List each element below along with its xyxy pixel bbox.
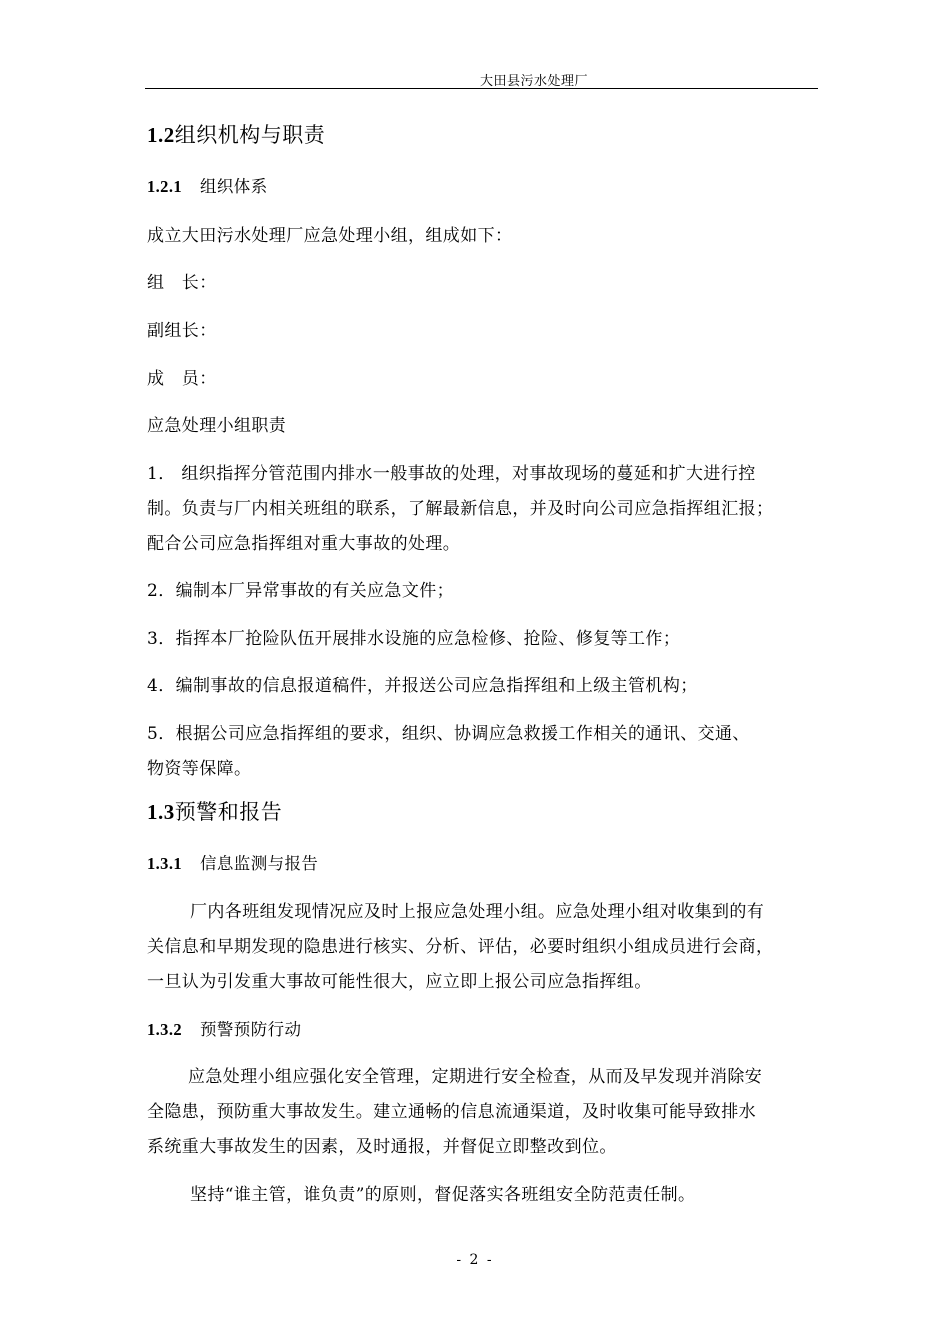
section-title: 组织机构与职责 [174,123,326,147]
paragraph-line: 4．编制事故的信息报道稿件，并报送公司应急指挥组和上级主管机构； [147,676,698,696]
section-1-3-1-heading [147,850,318,874]
subsection-title: 预警预防行动 [200,1020,302,1039]
paragraph-line: 副组长： [147,321,217,341]
section-title: 预警和报告 [174,800,283,824]
paragraph-line: 一旦认为引发重大事故可能性很大，应立即上报公司应急指挥组。 [147,972,652,992]
header-org-name: 大田县污水处理厂 [480,74,589,89]
paragraph-line: 成 员： [147,369,217,389]
paragraph-line: 组 长： [147,273,217,293]
page-number: - 2 - [456,1252,494,1268]
paragraph-line: 关信息和早期发现的隐患进行核实、分析、评估，必要时组织小组成员进行会商， [147,937,774,957]
section-1-3-2-heading [147,1016,301,1040]
subsection-title: 组织体系 [200,177,268,196]
paragraph-line: 3．指挥本厂抢险队伍开展排水设施的应急检修、抢险、修复等工作； [147,629,681,649]
paragraph-line: 系统重大事故发生的因素，及时通报，并督促立即整改到位。 [147,1137,617,1157]
header-divider [145,88,818,89]
section-number: 1.3 [147,800,175,824]
paragraph-line: 应急处理小组职责 [147,416,287,436]
paragraph-line: 全隐患，预防重大事故发生。建立通畅的信息流通渠道，及时收集可能导致排水 [147,1102,756,1122]
paragraph-line: 2．编制本厂异常事故的有关应急文件； [147,581,455,601]
paragraph-line: 物资等保障。 [147,759,252,779]
subsection-title: 信息监测与报告 [200,854,319,873]
paragraph-line: 制。负责与厂内相关班组的联系，了解最新信息，并及时向公司应急指挥组汇报； [147,499,774,519]
paragraph-line: 成立大田污水处理厂应急处理小组，组成如下： [147,226,513,246]
section-1-2-1-heading [147,173,268,197]
paragraph-line: 坚持“谁主管，谁负责”的原则，督促落实各班组安全防范责任制。 [190,1185,696,1205]
subsection-number: 1.3.1 [147,854,182,873]
section-1-3-heading [147,796,282,826]
paragraph-line: 厂内各班组发现情况应及时上报应急处理小组。应急处理小组对收集到的有 [190,902,765,922]
subsection-number: 1.3.2 [147,1020,182,1039]
paragraph-line: 5．根据公司应急指挥组的要求，组织、协调应急救援工作相关的通讯、交通、 [147,724,750,744]
paragraph-line: 1． 组织指挥分管范围内排水一般事故的处理，对事故现场的蔓延和扩大进行控 [147,464,756,484]
subsection-number: 1.2.1 [147,177,182,196]
paragraph-line: 应急处理小组应强化安全管理，定期进行安全检查，从而及早发现并消除安 [188,1067,763,1087]
section-1-2-heading [147,119,325,149]
section-number: 1.2 [147,123,175,147]
paragraph-line: 配合公司应急指挥组对重大事故的处理。 [147,534,461,554]
